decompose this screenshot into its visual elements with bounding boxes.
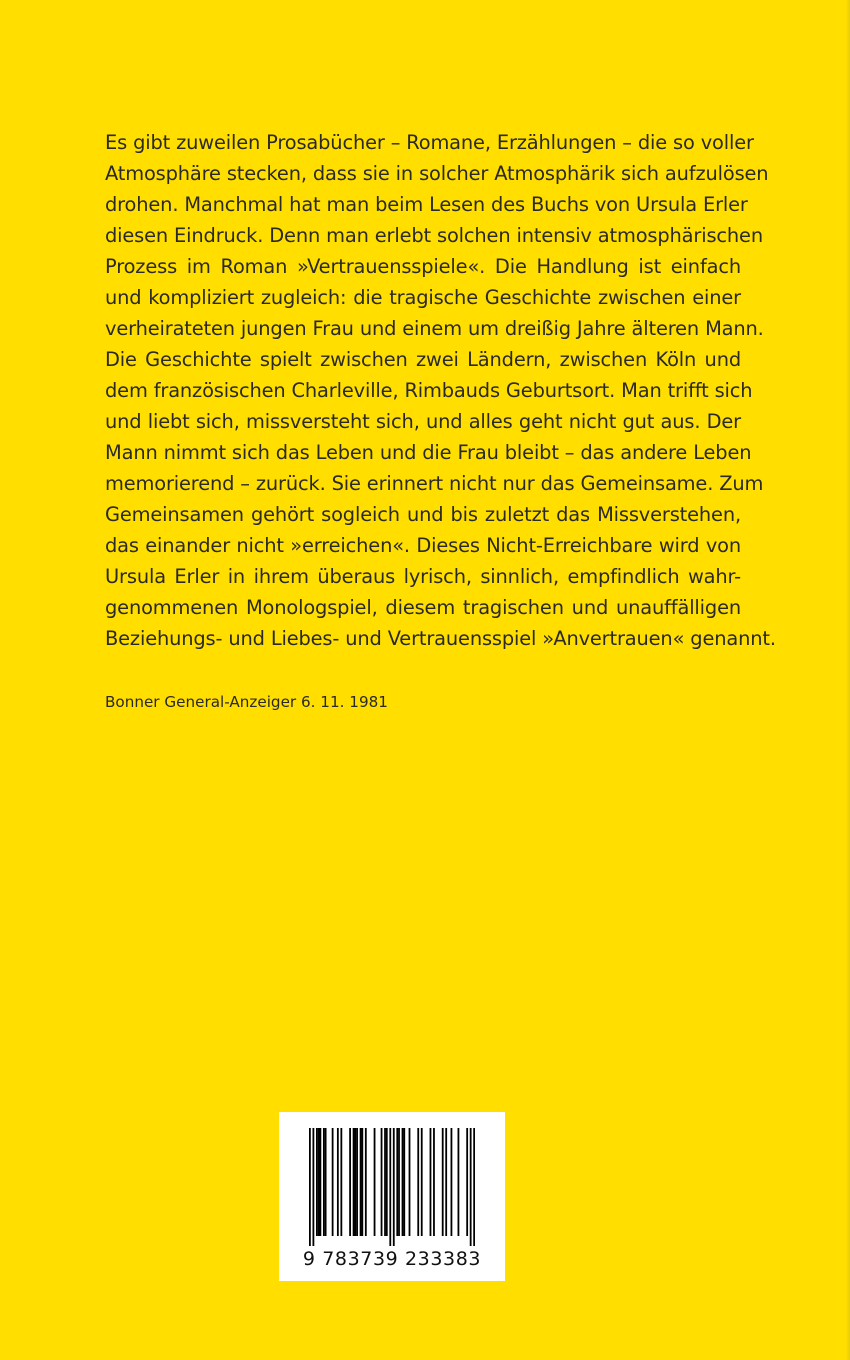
blurb-line: verheirateten jungen Frau und einem um dreißig Jahre älteren Mann. <box>105 317 764 340</box>
blurb-line: und kompliziert zugleich: die tragische Geschichte zwischen einer <box>105 286 741 309</box>
barcode-bar <box>332 1128 334 1236</box>
barcode-bar <box>309 1128 311 1246</box>
review-source: Bonner General-Anzeiger 6. 11. 1981 <box>105 693 388 711</box>
barcode-bar <box>374 1128 376 1236</box>
barcode-bar <box>325 1128 327 1236</box>
barcode-bar <box>417 1128 419 1236</box>
blurb-line: Atmosphäre stecken, dass sie in solcher Atmosphärik sich aufzulösen <box>105 162 769 185</box>
blurb-line: genommenen Monologspiel, diesem tragischen und unauffälligen <box>105 596 741 619</box>
barcode-bar <box>323 1128 325 1236</box>
barcode-bar <box>381 1128 383 1236</box>
barcode-bar <box>466 1128 468 1236</box>
barcode-bar <box>340 1128 342 1236</box>
barcode-bar <box>312 1128 314 1246</box>
barcode-bar <box>451 1128 453 1236</box>
barcode-bar <box>398 1128 400 1236</box>
blurb-line: memorierend – zurück. Sie erinnert nicht nur das Gemeinsame. Zum <box>105 472 764 495</box>
barcode-bar <box>354 1128 356 1236</box>
blurb-line: diesen Eindruck. Denn man erlebt solchen intensiv atmosphärischen <box>105 224 763 247</box>
barcode-bar <box>396 1128 398 1236</box>
barcode-bar <box>356 1128 358 1236</box>
barcode-bar <box>360 1128 362 1236</box>
barcode-bar <box>402 1128 404 1236</box>
blurb-line: Prozess im Roman »Vertrauensspiele«. Die Handlung ist einfach <box>105 255 741 278</box>
barcode-bar <box>445 1128 447 1236</box>
barcode-bar <box>316 1128 318 1236</box>
barcode-bar <box>319 1128 321 1236</box>
blurb-line: drohen. Manchmal hat man beim Lesen des Buchs von Ursula Erler <box>105 193 748 216</box>
barcode-bar <box>318 1128 320 1236</box>
blurb-line: Ursula Erler in ihrem überaus lyrisch, sinnlich, empfindlich wahr- <box>105 565 741 588</box>
barcode-bar <box>393 1128 395 1246</box>
barcode-bar <box>386 1128 388 1236</box>
blurb-line: Gemeinsamen gehört sogleich und bis zuletzt das Missverstehen, <box>105 503 741 526</box>
barcode-bar <box>433 1128 435 1236</box>
barcode-bar <box>349 1128 351 1236</box>
barcode-bar <box>361 1128 363 1236</box>
barcode-bar <box>353 1128 355 1236</box>
barcode-bar <box>389 1128 391 1246</box>
barcode <box>279 1112 505 1281</box>
blurb-line: Die Geschichte spielt zwischen zwei Ländern, zwischen Köln und <box>105 348 741 371</box>
blurb-line: das einander nicht »erreichen«. Dieses Nicht-Erreichbare wird von <box>105 534 741 557</box>
barcode-bar <box>458 1128 460 1236</box>
barcode-bar <box>409 1128 411 1236</box>
blurb-text <box>105 127 776 654</box>
barcode-bar <box>442 1128 444 1236</box>
barcode-bar <box>421 1128 423 1236</box>
barcode-bar <box>365 1128 367 1236</box>
barcode-bar <box>384 1128 386 1236</box>
barcode-bar <box>473 1128 475 1246</box>
barcode-bar <box>430 1128 432 1236</box>
blurb-line: und liebt sich, missversteht sich, und alles geht nicht gut aus. Der <box>105 410 741 433</box>
barcode-bar <box>337 1128 339 1236</box>
blurb-line: Es gibt zuweilen Prosabücher – Romane, Erzählungen – die so voller <box>105 131 754 154</box>
blurb-line: Mann nimmt sich das Leben und die Frau bleibt – das andere Leben <box>105 441 752 464</box>
blurb-line: Beziehungs- und Liebes- und Vertrauensspiel »Anvertrauen« genannt. <box>105 627 776 650</box>
barcode-bar <box>403 1128 405 1236</box>
barcode-bar <box>470 1128 472 1246</box>
cover-edge-shadow <box>846 0 850 1360</box>
barcode-bars <box>309 1128 475 1246</box>
isbn-number: 9 783739 233383 <box>302 1248 482 1270</box>
blurb-line: dem französischen Charleville, Rimbauds Geburtsort. Man trifft sich <box>105 379 753 402</box>
